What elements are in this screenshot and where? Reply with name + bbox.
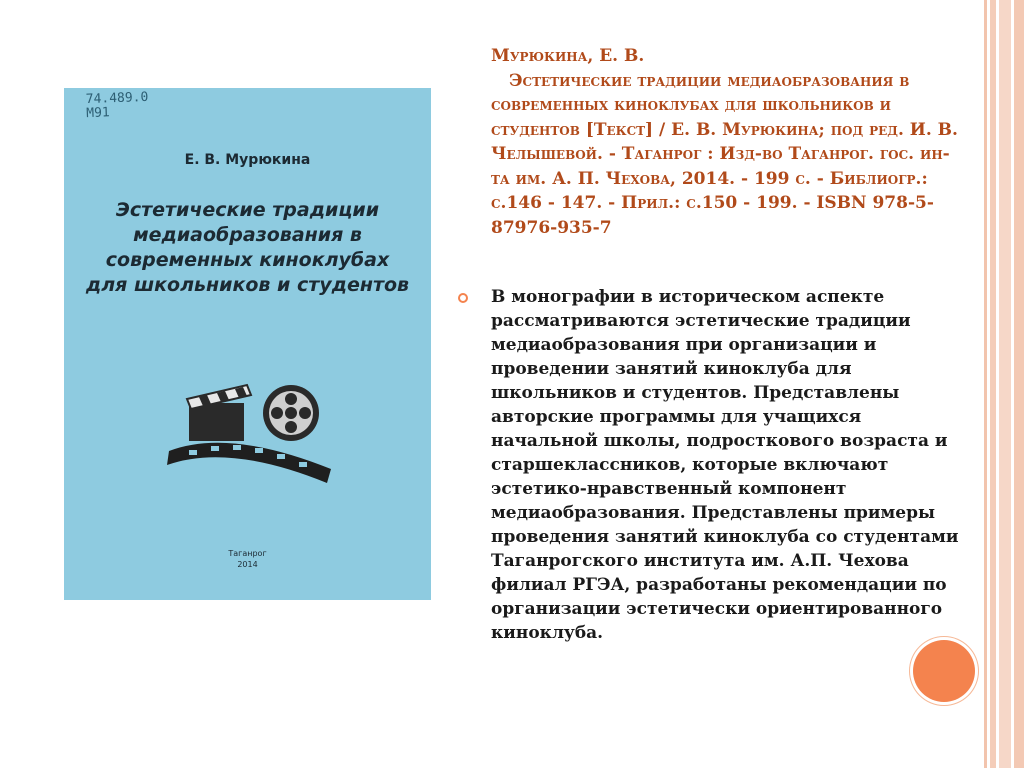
- stripe: [999, 0, 1011, 768]
- cover-year: 2014: [237, 560, 258, 569]
- stripe: [990, 0, 996, 768]
- decorative-circle: [913, 640, 975, 702]
- book-description: В монографии в историческом аспекте рассматриваются эстетические традиции медиаобразования при организации и проведении занятий киноклуба для школьников и студентов. Представлены авторские программы для учащихся начальной школы, подросткового возраста и старшеклассников, которые включают эстетико-нравственный компонент медиаобразования. Представлены примеры проведения занятий киноклуба со студентами Таганрогского института им. А.П. Чехова филиал РГЭА, разработаны рекомендации по организации эстетически ориентированного киноклуба.: [491, 287, 959, 643]
- citation-body: Эстетические традиции медиаобразования в современных киноклубах для школьников и студентов [Текст] / Е. В. Мурюкина; под ред. И. В. Челышевой. - Таганрог : Изд-во Таганрог. гос. ин-та им. А. П. Чехова, 2014. - 199 с. - Библиогр.: с.146 - 147. - Прил.: с.150 - 199. - ISBN 978-5-87976-935-7: [491, 70, 958, 238]
- bibliographic-citation: [491, 44, 961, 240]
- stripe: [984, 0, 987, 768]
- stripe: [1014, 0, 1024, 768]
- decorative-stripes: [984, 0, 1024, 768]
- book-cover-image: [64, 88, 431, 600]
- cover-author: Е. В. Мурюкина: [184, 152, 311, 168]
- bullet-icon: [458, 293, 468, 303]
- cover-publisher: [64, 548, 431, 570]
- call-number: 74.489.0 М91: [85, 89, 149, 122]
- cover-title: Эстетические традиции медиаобразования в современных киноклубах для школьников и студентов: [85, 199, 410, 296]
- cover-publisher-city: Таганрог: [228, 549, 267, 558]
- citation-author: Мурюкина, Е. В.: [491, 46, 645, 66]
- film-clapperboard-reel-icon: [159, 373, 339, 485]
